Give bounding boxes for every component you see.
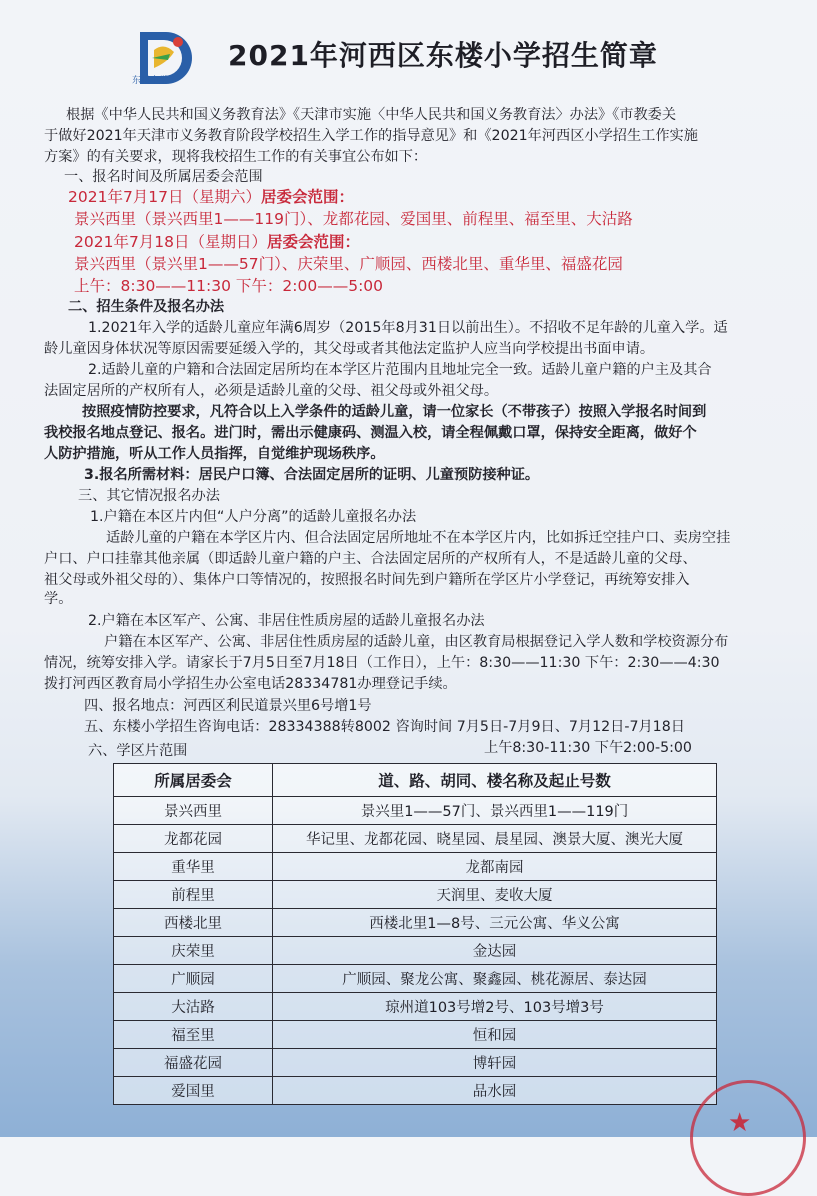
day2-date: 2021年7月18日（星期日）: [74, 233, 268, 251]
table-row: [114, 1077, 717, 1105]
address-range: 龙都南园: [273, 853, 717, 881]
sec3-sub2-line-1: 户籍在本区军产、公寓、非居住性质房屋的适龄儿童，由区教育局根据登记入学人数和学校资源分布: [104, 634, 729, 650]
address-range: 天润里、麦收大厦: [273, 881, 717, 909]
table-row: [114, 853, 717, 881]
official-seal: [690, 1080, 806, 1196]
column-header-addresses: 道、路、胡同、楼名称及起止号数: [273, 764, 717, 797]
intro-line-2: 于做好2021年天津市义务教育阶段学校招生入学工作的指导意见》和《2021年河西区小学招生工作实施: [44, 128, 698, 144]
school-logo: [130, 28, 202, 86]
day2-zone-list: 景兴西里（景兴里1——57门）、庆荣里、广顺园、西楼北里、重华里、福盛花园: [74, 255, 623, 273]
address-range: 西楼北里1—8号、三元公寓、华义公寓: [273, 909, 717, 937]
day2-label: 居委会范围：: [267, 233, 361, 251]
column-header-committee: 所属居委会: [114, 764, 273, 797]
address-range: 恒和园: [273, 1021, 717, 1049]
sec2-p3-line-2: 我校报名地点登记、报名。进门时，需出示健康码、测温入校，请全程佩戴口罩，保持安全距离，做好个: [44, 425, 697, 441]
committee-name: 景兴西里: [114, 797, 273, 825]
address-range: 琼州道103号增2号、103号增3号: [273, 993, 717, 1021]
sec3-sub2-title: 2.户籍在本区军产、公寓、非居住性质房屋的适龄儿童报名办法: [88, 613, 485, 629]
sec3-sub2-line-2: 情况，统筹安排入学。请家长于7月5日至7月18日（工作日），上午：8:30——11:30 下午：2:30——4:30: [44, 655, 720, 671]
svg-text:东楼小学: 东楼小学: [132, 76, 169, 86]
section-6-heading: 六、学区片范围: [88, 743, 188, 759]
day1-zone-list: 景兴西里（景兴西里1——119门）、龙都花园、爱国里、前程里、福至里、大沽路: [74, 210, 633, 228]
table-row: [114, 1049, 717, 1077]
consult-phone: 五、东楼小学招生咨询电话：28334388转8002 咨询时间 7月5日-7月9日、7月12日-7月18日: [84, 719, 685, 735]
committee-name: 爱国里: [114, 1077, 273, 1105]
table-row: [114, 797, 717, 825]
registration-hours: 上午：8:30——11:30 下午：2:00——5:00: [74, 277, 384, 295]
committee-name: 大沽路: [114, 993, 273, 1021]
table-row: [114, 965, 717, 993]
committee-name: 福盛花园: [114, 1049, 273, 1077]
table-header-row: [114, 764, 717, 797]
address-range: 博轩园: [273, 1049, 717, 1077]
committee-name: 庆荣里: [114, 937, 273, 965]
day2-schedule: [74, 233, 360, 252]
intro-line-3: 方案》的有关要求，现将我校招生工作的有关事宜公布如下：: [44, 149, 428, 165]
section-3-heading: 三、其它情况报名办法: [78, 488, 220, 504]
sec3-sub1-line-1: 适龄儿童的户籍在本学区片内、但合法固定居所地址不在本学区片内，比如拆迁空挂户口、卖房空挂: [106, 530, 731, 546]
address-range: 华记里、龙都花园、晓星园、晨星园、澳景大厦、澳光大厦: [273, 825, 717, 853]
committee-name: 龙都花园: [114, 825, 273, 853]
committee-name: 西楼北里: [114, 909, 273, 937]
table-row: [114, 881, 717, 909]
committee-name: 广顺园: [114, 965, 273, 993]
sec2-p3-line-1: 按照疫情防控要求，凡符合以上入学条件的适龄儿童，请一位家长（不带孩子）按照入学报名时间到: [82, 404, 707, 420]
sec3-sub1-title: 1.户籍在本区片内但“人户分离”的适龄儿童报名办法: [90, 509, 417, 525]
sec2-p3-line-3: 人防护措施，听从工作人员指挥，自觉维护现场秩序。: [44, 446, 385, 462]
committee-name: 重华里: [114, 853, 273, 881]
table-row: [114, 993, 717, 1021]
table-row: [114, 825, 717, 853]
address-range: 品水园: [273, 1077, 717, 1105]
section-2-heading: 二、招生条件及报名办法: [68, 299, 225, 315]
sec3-sub1-line-4: 学。: [44, 591, 73, 607]
table-row: [114, 937, 717, 965]
day1-date: 2021年7月17日（星期六）: [68, 188, 262, 206]
seal-star-icon: ★: [728, 1108, 752, 1138]
sec2-p2-line-1: 2.适龄儿童的户籍和合法固定居所均在本学区片范围内且地址完全一致。适龄儿童户籍的户主及其合: [88, 362, 712, 378]
address-range: 广顺园、聚龙公寓、聚鑫园、桃花源居、泰达园: [273, 965, 717, 993]
day1-label: 居委会范围：: [261, 188, 355, 206]
day1-schedule: [68, 188, 354, 207]
section-1-heading: 一、报名时间及所属居委会范围: [64, 169, 263, 185]
consult-hours: 上午8:30-11:30 下午2:00-5:00: [484, 740, 692, 756]
committee-name: 福至里: [114, 1021, 273, 1049]
sec3-sub1-line-3: 祖父母或外祖父母的）、集体户口等情况的，按照报名时间先到户籍所在学区片小学登记，再统筹安排入: [44, 572, 690, 588]
committee-name: 前程里: [114, 881, 273, 909]
address-range: 金达园: [273, 937, 717, 965]
sec3-sub2-line-3: 拨打河西区教育局小学招生办公室电话28334781办理登记手续。: [44, 676, 457, 692]
intro-line-1: 根据《中华人民共和国义务教育法》《天津市实施〈中华人民共和国义务教育法〉办法》《市教委关: [66, 107, 677, 123]
sec3-sub1-line-2: 户口、户口挂靠其他亲属（即适龄儿童户籍的户主、合法固定居所的产权所有人，不是适龄儿童的父母、: [44, 551, 697, 567]
school-zone-table: [113, 763, 717, 1105]
table-row: [114, 1021, 717, 1049]
sec2-p1-line-1: 1.2021年入学的适龄儿童应年满6周岁（2015年8月31日以前出生）。不招收不足年龄的儿童入学。适: [88, 320, 728, 336]
sec2-p1-line-2: 龄儿童因身体状况等原因需要延缓入学的，其父母或者其他法定监护人应当向学校提出书面申请。: [44, 341, 655, 357]
table-row: [114, 909, 717, 937]
address-range: 景兴里1——57门、景兴西里1——119门: [273, 797, 717, 825]
sec2-p2-line-2: 法固定居所的产权所有人，必须是适龄儿童的父母、祖父母或外祖父母。: [44, 383, 499, 399]
page-title: 2021年河西区东楼小学招生简章: [228, 39, 658, 72]
registration-location: 四、报名地点：河西区利民道景兴里6号增1号: [84, 698, 372, 714]
sec2-materials: 3.报名所需材料：居民户口簿、合法固定居所的证明、儿童预防接种证。: [84, 467, 540, 483]
